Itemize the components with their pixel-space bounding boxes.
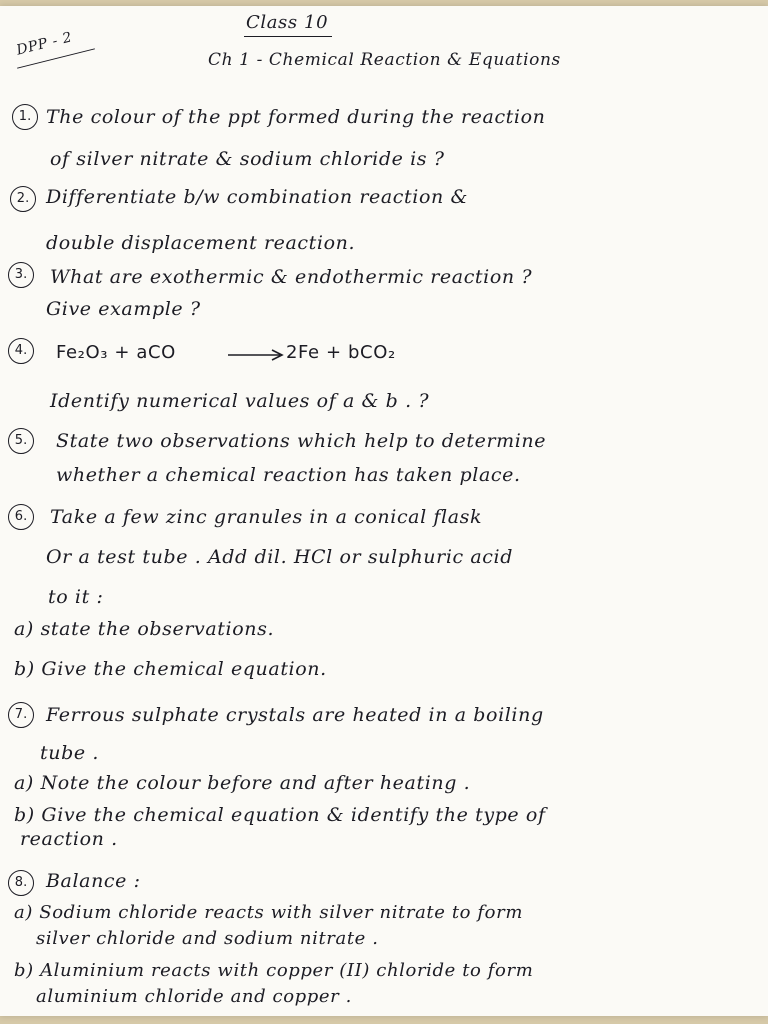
q8-part-a1: a) Sodium chloride reacts with silver nitrate to form [14,902,523,923]
question-number-4: 4. [8,338,34,364]
q5-line1: State two observations which help to determine [56,430,547,452]
q3-line2: Give example ? [46,298,201,320]
q6-part-a: a) state the observations. [14,618,275,640]
q2-line1: Differentiate b/w combination reaction & [46,186,468,208]
worksheet-page [0,6,768,1016]
q8-part-a2: silver chloride and sodium nitrate . [36,928,379,949]
q1-line1: The colour of the ppt formed during the reaction [46,106,546,128]
q7-line2: tube . [40,742,99,764]
q7-part-a: a) Note the colour before and after heating . [14,772,471,794]
q7-part-b2: reaction . [20,828,118,850]
question-number-2: 2. [10,186,36,212]
question-number-8: 8. [8,870,34,896]
q6-line3: to it : [48,586,104,608]
q4-equation-lhs: Fe₂O₃ + aCO [56,342,176,363]
q8-part-b2: aluminium chloride and copper . [36,986,352,1007]
q6-line1: Take a few zinc granules in a conical flask [50,506,483,528]
class-underline [244,36,332,37]
q1-line2: of silver nitrate & sodium chloride is ? [50,148,445,170]
question-number-3: 3. [8,262,34,288]
question-number-1: 1. [12,104,38,130]
chapter-title: Ch 1 - Chemical Reaction & Equations [208,50,561,70]
dpp-label: DPP - 2 [14,29,74,59]
reaction-arrow-icon [226,348,286,362]
q8-heading: Balance : [46,870,141,892]
q3-line1: What are exothermic & endothermic reaction ? [50,266,533,288]
question-number-6: 6. [8,504,34,530]
q4-line2: Identify numerical values of a & b . ? [50,390,430,412]
q7-line1: Ferrous sulphate crystals are heated in a boiling [46,704,544,726]
q6-part-b: b) Give the chemical equation. [14,658,327,680]
q8-part-b1: b) Aluminium reacts with copper (II) chloride to form [14,960,534,981]
q4-equation-rhs: 2Fe + bCO₂ [286,342,396,363]
q2-line2: double displacement reaction. [46,232,356,254]
question-number-7: 7. [8,702,34,728]
question-number-5: 5. [8,428,34,454]
q6-line2: Or a test tube . Add dil. HCl or sulphuric acid [46,546,513,568]
class-label: Class 10 [246,12,329,33]
q5-line2: whether a chemical reaction has taken place. [56,464,521,486]
q7-part-b1: b) Give the chemical equation & identify the type of [14,804,546,826]
